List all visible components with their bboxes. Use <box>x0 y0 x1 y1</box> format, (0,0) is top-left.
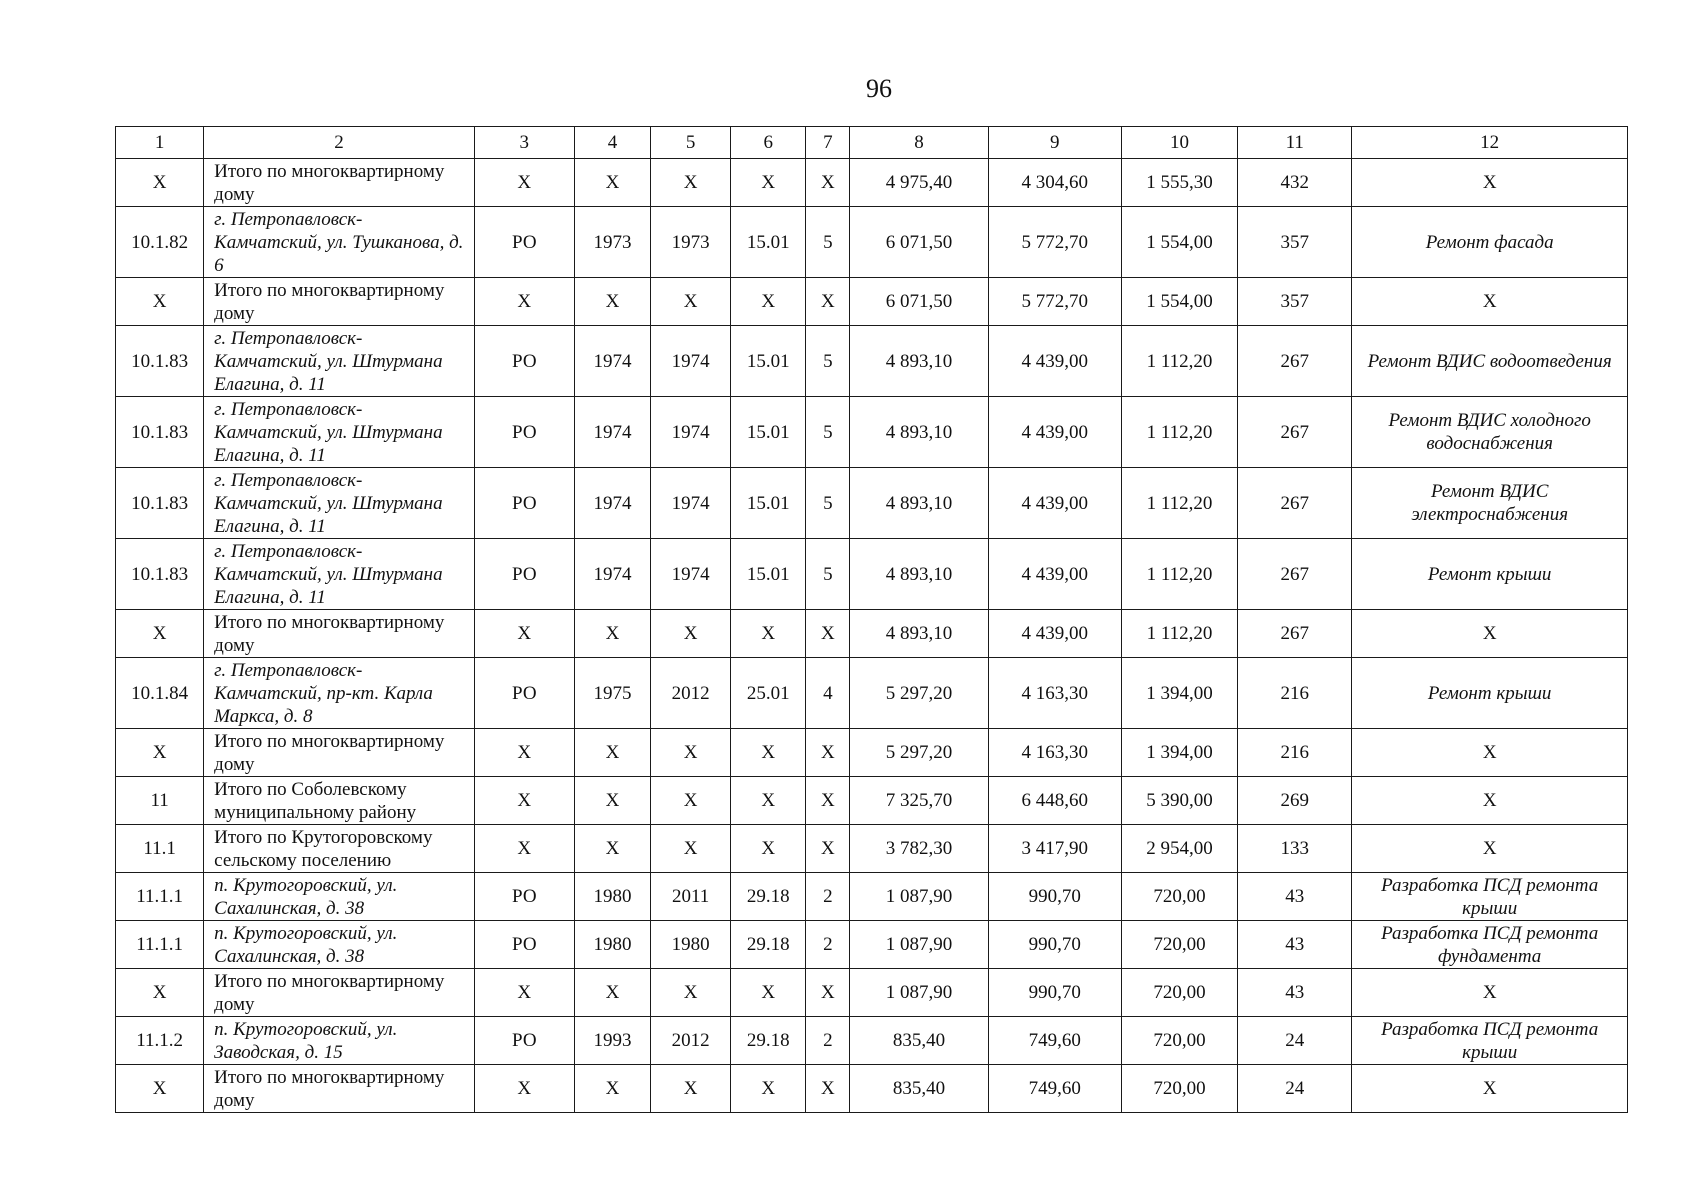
column-header: 5 <box>651 127 731 159</box>
living-area-cell: 990,70 <box>988 921 1121 969</box>
work-type-cell: X <box>1352 777 1628 825</box>
house-row <box>116 539 1628 610</box>
page-number: 96 <box>866 74 892 103</box>
total-area-cell: 6 071,50 <box>850 278 988 326</box>
wall-material-cell: X <box>731 825 806 873</box>
column-header: 4 <box>574 127 650 159</box>
owner-code-cell: РО <box>474 873 574 921</box>
total-area-cell: 835,40 <box>850 1017 988 1065</box>
overhaul-year-cell: X <box>651 278 731 326</box>
amount-cell: 720,00 <box>1121 1017 1237 1065</box>
overhaul-year-cell: 1974 <box>651 468 731 539</box>
overhaul-year-cell: X <box>651 777 731 825</box>
work-type-cell: Ремонт ВДИС холодного водоснабжения <box>1352 397 1628 468</box>
owner-code-cell: X <box>474 729 574 777</box>
owner-code-cell: X <box>474 777 574 825</box>
total-area-cell: 4 893,10 <box>850 326 988 397</box>
amount-cell: 1 555,30 <box>1121 159 1237 207</box>
work-type-cell: Ремонт ВДИС водоотведения <box>1352 326 1628 397</box>
residents-cell: 432 <box>1238 159 1352 207</box>
row-number-cell: 10.1.83 <box>116 539 204 610</box>
total-area-cell: 1 087,90 <box>850 921 988 969</box>
address-cell: г. Петропавловск-Камчатский, пр-кт. Карла Маркса, д. 8 <box>204 658 475 729</box>
address-cell: Итого по многоквартирному дому <box>204 969 475 1017</box>
floors-cell: 5 <box>806 539 850 610</box>
build-year-cell: 1974 <box>574 326 650 397</box>
floors-cell: X <box>806 1065 850 1113</box>
owner-code-cell: X <box>474 1065 574 1113</box>
row-number-cell: X <box>116 729 204 777</box>
total-row <box>116 777 1628 825</box>
work-type-cell: Ремонт крыши <box>1352 539 1628 610</box>
address-cell: Итого по многоквартирному дому <box>204 610 475 658</box>
owner-code-cell: РО <box>474 326 574 397</box>
amount-cell: 720,00 <box>1121 1065 1237 1113</box>
floors-cell: 5 <box>806 397 850 468</box>
wall-material-cell: 15.01 <box>731 539 806 610</box>
house-row <box>116 1017 1628 1065</box>
column-header: 3 <box>474 127 574 159</box>
amount-cell: 1 112,20 <box>1121 468 1237 539</box>
living-area-cell: 5 772,70 <box>988 207 1121 278</box>
overhaul-year-cell: X <box>651 729 731 777</box>
work-type-cell: X <box>1352 278 1628 326</box>
total-row <box>116 610 1628 658</box>
overhaul-year-cell: X <box>651 159 731 207</box>
amount-cell: 1 112,20 <box>1121 610 1237 658</box>
column-header: 11 <box>1238 127 1352 159</box>
address-cell: п. Крутогоровский, ул. Сахалинская, д. 38 <box>204 921 475 969</box>
amount-cell: 1 112,20 <box>1121 397 1237 468</box>
residents-cell: 43 <box>1238 969 1352 1017</box>
floors-cell: 5 <box>806 468 850 539</box>
owner-code-cell: РО <box>474 1017 574 1065</box>
living-area-cell: 749,60 <box>988 1065 1121 1113</box>
living-area-cell: 3 417,90 <box>988 825 1121 873</box>
wall-material-cell: 29.18 <box>731 921 806 969</box>
house-row <box>116 873 1628 921</box>
wall-material-cell: 29.18 <box>731 873 806 921</box>
residents-cell: 24 <box>1238 1017 1352 1065</box>
owner-code-cell: РО <box>474 468 574 539</box>
amount-cell: 1 112,20 <box>1121 326 1237 397</box>
total-area-cell: 1 087,90 <box>850 873 988 921</box>
house-row <box>116 658 1628 729</box>
floors-cell: X <box>806 729 850 777</box>
column-header: 12 <box>1352 127 1628 159</box>
amount-cell: 720,00 <box>1121 921 1237 969</box>
owner-code-cell: РО <box>474 539 574 610</box>
floors-cell: X <box>806 159 850 207</box>
wall-material-cell: X <box>731 278 806 326</box>
work-type-cell: Разработка ПСД ремонта крыши <box>1352 1017 1628 1065</box>
row-number-cell: X <box>116 969 204 1017</box>
floors-cell: 4 <box>806 658 850 729</box>
floors-cell: X <box>806 777 850 825</box>
amount-cell: 1 394,00 <box>1121 729 1237 777</box>
row-number-cell: X <box>116 278 204 326</box>
overhaul-year-cell: X <box>651 610 731 658</box>
overhaul-year-cell: 2012 <box>651 1017 731 1065</box>
column-header: 8 <box>850 127 988 159</box>
houses-repair-table <box>115 126 1628 1113</box>
amount-cell: 1 554,00 <box>1121 207 1237 278</box>
wall-material-cell: 29.18 <box>731 1017 806 1065</box>
floors-cell: 2 <box>806 921 850 969</box>
column-header: 10 <box>1121 127 1237 159</box>
total-row <box>116 969 1628 1017</box>
living-area-cell: 4 439,00 <box>988 610 1121 658</box>
build-year-cell: X <box>574 159 650 207</box>
residents-cell: 267 <box>1238 539 1352 610</box>
house-row <box>116 397 1628 468</box>
address-cell: г. Петропавловск-Камчатский, ул. Штурмана Елагина, д. 11 <box>204 539 475 610</box>
living-area-cell: 749,60 <box>988 1017 1121 1065</box>
total-area-cell: 4 975,40 <box>850 159 988 207</box>
work-type-cell: Ремонт фасада <box>1352 207 1628 278</box>
work-type-cell: Разработка ПСД ремонта фундамента <box>1352 921 1628 969</box>
row-number-cell: 10.1.84 <box>116 658 204 729</box>
living-area-cell: 4 439,00 <box>988 326 1121 397</box>
floors-cell: 5 <box>806 207 850 278</box>
build-year-cell: X <box>574 278 650 326</box>
wall-material-cell: X <box>731 969 806 1017</box>
living-area-cell: 4 304,60 <box>988 159 1121 207</box>
residents-cell: 43 <box>1238 873 1352 921</box>
address-cell: Итого по многоквартирному дому <box>204 278 475 326</box>
wall-material-cell: X <box>731 1065 806 1113</box>
address-cell: Итого по Соболевскому муниципальному району <box>204 777 475 825</box>
column-header: 6 <box>731 127 806 159</box>
work-type-cell: Ремонт ВДИС электроснабжения <box>1352 468 1628 539</box>
floors-cell: 2 <box>806 873 850 921</box>
build-year-cell: 1974 <box>574 539 650 610</box>
residents-cell: 216 <box>1238 729 1352 777</box>
work-type-cell: X <box>1352 610 1628 658</box>
row-number-cell: 11 <box>116 777 204 825</box>
row-number-cell: 10.1.83 <box>116 468 204 539</box>
floors-cell: 5 <box>806 326 850 397</box>
row-number-cell: 11.1.1 <box>116 921 204 969</box>
living-area-cell: 4 163,30 <box>988 729 1121 777</box>
house-row <box>116 207 1628 278</box>
total-area-cell: 5 297,20 <box>850 729 988 777</box>
living-area-cell: 6 448,60 <box>988 777 1121 825</box>
owner-code-cell: РО <box>474 207 574 278</box>
total-area-cell: 3 782,30 <box>850 825 988 873</box>
living-area-cell: 4 439,00 <box>988 468 1121 539</box>
living-area-cell: 4 439,00 <box>988 539 1121 610</box>
total-area-cell: 4 893,10 <box>850 468 988 539</box>
address-cell: Итого по многоквартирному дому <box>204 1065 475 1113</box>
build-year-cell: X <box>574 825 650 873</box>
total-area-cell: 835,40 <box>850 1065 988 1113</box>
address-cell: Итого по Крутогоровскому сельскому поселению <box>204 825 475 873</box>
floors-cell: 2 <box>806 1017 850 1065</box>
floors-cell: X <box>806 610 850 658</box>
house-row <box>116 921 1628 969</box>
owner-code-cell: X <box>474 278 574 326</box>
wall-material-cell: 15.01 <box>731 207 806 278</box>
residents-cell: 133 <box>1238 825 1352 873</box>
wall-material-cell: 25.01 <box>731 658 806 729</box>
row-number-cell: 11.1.2 <box>116 1017 204 1065</box>
living-area-cell: 5 772,70 <box>988 278 1121 326</box>
total-area-cell: 4 893,10 <box>850 539 988 610</box>
work-type-cell: X <box>1352 1065 1628 1113</box>
overhaul-year-cell: 1974 <box>651 539 731 610</box>
total-row <box>116 159 1628 207</box>
build-year-cell: 1975 <box>574 658 650 729</box>
amount-cell: 720,00 <box>1121 873 1237 921</box>
residents-cell: 267 <box>1238 326 1352 397</box>
living-area-cell: 990,70 <box>988 873 1121 921</box>
amount-cell: 5 390,00 <box>1121 777 1237 825</box>
build-year-cell: 1974 <box>574 468 650 539</box>
total-row <box>116 1065 1628 1113</box>
build-year-cell: 1973 <box>574 207 650 278</box>
overhaul-year-cell: 1980 <box>651 921 731 969</box>
owner-code-cell: X <box>474 969 574 1017</box>
wall-material-cell: 15.01 <box>731 326 806 397</box>
build-year-cell: X <box>574 1065 650 1113</box>
wall-material-cell: 15.01 <box>731 397 806 468</box>
build-year-cell: X <box>574 969 650 1017</box>
overhaul-year-cell: X <box>651 825 731 873</box>
overhaul-year-cell: 1974 <box>651 397 731 468</box>
house-row <box>116 468 1628 539</box>
owner-code-cell: X <box>474 610 574 658</box>
address-cell: Итого по многоквартирному дому <box>204 159 475 207</box>
address-cell: п. Крутогоровский, ул. Сахалинская, д. 38 <box>204 873 475 921</box>
floors-cell: X <box>806 278 850 326</box>
column-header: 7 <box>806 127 850 159</box>
total-row <box>116 278 1628 326</box>
column-header: 1 <box>116 127 204 159</box>
row-number-cell: X <box>116 159 204 207</box>
residents-cell: 267 <box>1238 397 1352 468</box>
address-cell: Итого по многоквартирному дому <box>204 729 475 777</box>
owner-code-cell: X <box>474 159 574 207</box>
house-row <box>116 326 1628 397</box>
row-number-cell: 10.1.82 <box>116 207 204 278</box>
column-header: 9 <box>988 127 1121 159</box>
floors-cell: X <box>806 969 850 1017</box>
amount-cell: 1 394,00 <box>1121 658 1237 729</box>
column-header: 2 <box>204 127 475 159</box>
amount-cell: 720,00 <box>1121 969 1237 1017</box>
total-area-cell: 6 071,50 <box>850 207 988 278</box>
total-area-cell: 5 297,20 <box>850 658 988 729</box>
address-cell: г. Петропавловск-Камчатский, ул. Штурмана Елагина, д. 11 <box>204 326 475 397</box>
amount-cell: 1 554,00 <box>1121 278 1237 326</box>
floors-cell: X <box>806 825 850 873</box>
address-cell: г. Петропавловск-Камчатский, ул. Тушканова, д. 6 <box>204 207 475 278</box>
build-year-cell: X <box>574 777 650 825</box>
total-row <box>116 729 1628 777</box>
build-year-cell: 1980 <box>574 873 650 921</box>
overhaul-year-cell: 1973 <box>651 207 731 278</box>
residents-cell: 24 <box>1238 1065 1352 1113</box>
residents-cell: 357 <box>1238 278 1352 326</box>
residents-cell: 267 <box>1238 468 1352 539</box>
overhaul-year-cell: 2012 <box>651 658 731 729</box>
address-cell: г. Петропавловск-Камчатский, ул. Штурмана Елагина, д. 11 <box>204 397 475 468</box>
living-area-cell: 4 439,00 <box>988 397 1121 468</box>
overhaul-year-cell: 2011 <box>651 873 731 921</box>
build-year-cell: 1974 <box>574 397 650 468</box>
work-type-cell: Ремонт крыши <box>1352 658 1628 729</box>
wall-material-cell: X <box>731 729 806 777</box>
residents-cell: 357 <box>1238 207 1352 278</box>
total-row <box>116 825 1628 873</box>
owner-code-cell: РО <box>474 921 574 969</box>
address-cell: г. Петропавловск-Камчатский, ул. Штурмана Елагина, д. 11 <box>204 468 475 539</box>
build-year-cell: 1980 <box>574 921 650 969</box>
build-year-cell: X <box>574 610 650 658</box>
overhaul-year-cell: X <box>651 969 731 1017</box>
overhaul-year-cell: X <box>651 1065 731 1113</box>
build-year-cell: 1993 <box>574 1017 650 1065</box>
overhaul-year-cell: 1974 <box>651 326 731 397</box>
residents-cell: 216 <box>1238 658 1352 729</box>
row-number-cell: 10.1.83 <box>116 326 204 397</box>
wall-material-cell: 15.01 <box>731 468 806 539</box>
address-cell: п. Крутогоровский, ул. Заводская, д. 15 <box>204 1017 475 1065</box>
column-number-row <box>116 127 1628 159</box>
living-area-cell: 990,70 <box>988 969 1121 1017</box>
residents-cell: 43 <box>1238 921 1352 969</box>
living-area-cell: 4 163,30 <box>988 658 1121 729</box>
amount-cell: 2 954,00 <box>1121 825 1237 873</box>
work-type-cell: X <box>1352 969 1628 1017</box>
work-type-cell: X <box>1352 825 1628 873</box>
total-area-cell: 1 087,90 <box>850 969 988 1017</box>
total-area-cell: 4 893,10 <box>850 397 988 468</box>
wall-material-cell: X <box>731 777 806 825</box>
owner-code-cell: РО <box>474 658 574 729</box>
row-number-cell: 10.1.83 <box>116 397 204 468</box>
amount-cell: 1 112,20 <box>1121 539 1237 610</box>
owner-code-cell: X <box>474 825 574 873</box>
total-area-cell: 7 325,70 <box>850 777 988 825</box>
row-number-cell: 11.1 <box>116 825 204 873</box>
wall-material-cell: X <box>731 610 806 658</box>
wall-material-cell: X <box>731 159 806 207</box>
total-area-cell: 4 893,10 <box>850 610 988 658</box>
residents-cell: 269 <box>1238 777 1352 825</box>
work-type-cell: X <box>1352 729 1628 777</box>
work-type-cell: X <box>1352 159 1628 207</box>
row-number-cell: X <box>116 610 204 658</box>
table-body <box>116 127 1628 1113</box>
residents-cell: 267 <box>1238 610 1352 658</box>
row-number-cell: 11.1.1 <box>116 873 204 921</box>
owner-code-cell: РО <box>474 397 574 468</box>
work-type-cell: Разработка ПСД ремонта крыши <box>1352 873 1628 921</box>
row-number-cell: X <box>116 1065 204 1113</box>
build-year-cell: X <box>574 729 650 777</box>
